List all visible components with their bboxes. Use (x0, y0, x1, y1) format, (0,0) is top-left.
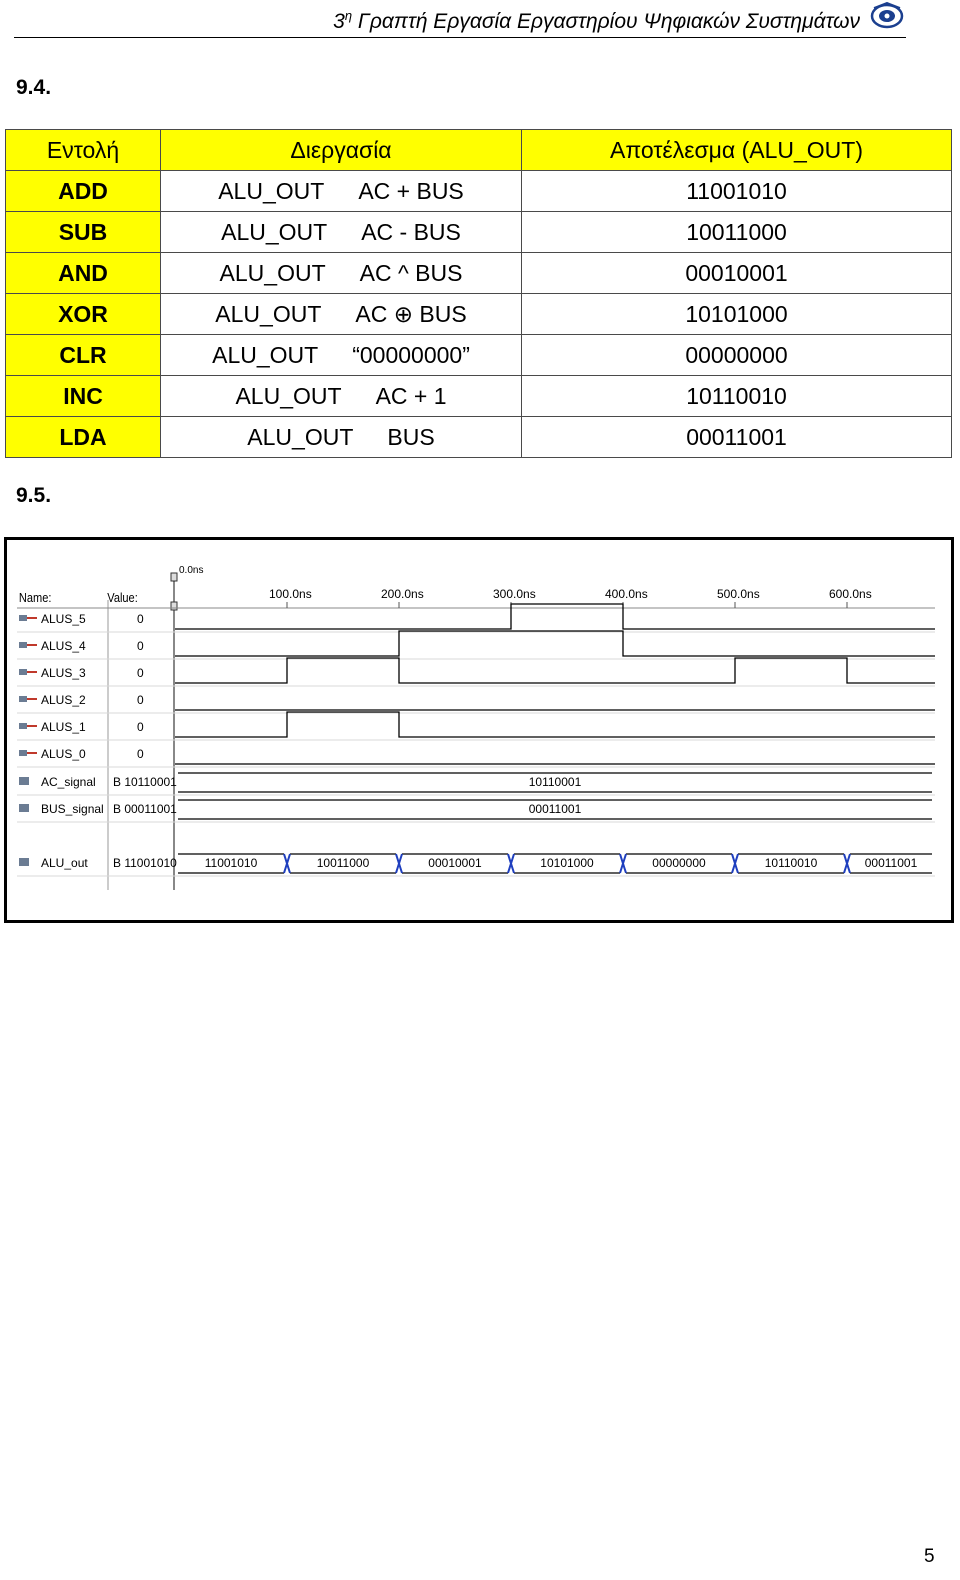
table-row (6, 212, 952, 253)
result-cell: 00011001 (522, 417, 952, 458)
bus-transition-mark (732, 854, 738, 873)
header-result: Αποτέλεσμα (ALU_OUT) (522, 130, 952, 171)
table-row (6, 294, 952, 335)
operation-target: ALU_OUT (221, 218, 328, 245)
table-row (6, 376, 952, 417)
result-cell: 10101000 (522, 294, 952, 335)
operation-cell (161, 417, 522, 458)
operation-cell (161, 376, 522, 417)
result-cell: 10011000 (522, 212, 952, 253)
bus-segment-value: 10011000 (316, 856, 370, 870)
header-command: Εντολή (6, 130, 161, 171)
signal-name: ALUS_2 (41, 693, 86, 707)
bus-transition-mark (508, 854, 514, 873)
command-cell: INC (6, 376, 161, 417)
command-cell: ADD (6, 171, 161, 212)
header-title-number: 3 (333, 10, 345, 33)
signal-input-icon (19, 669, 27, 675)
waveform-simulation-panel (4, 537, 954, 923)
command-cell: LDA (6, 417, 161, 458)
time-tick-label: 400.0ns (605, 587, 648, 601)
result-cell: 10110010 (522, 376, 952, 417)
bus-segment-value: 10110001 (528, 775, 582, 789)
bus-segment-value: 00010001 (428, 856, 482, 870)
signal-input-icon (19, 642, 27, 648)
signal-name: ALUS_5 (41, 612, 86, 626)
bus-signal-icon (19, 858, 29, 866)
operation-target: ALU_OUT (212, 341, 319, 368)
cursor-handle-bottom (171, 602, 177, 610)
operation-expression: AC + BUS (358, 177, 464, 204)
signal-value: 0 (137, 612, 144, 626)
operation-cell (161, 294, 522, 335)
signal-value: 0 (137, 693, 144, 707)
operation-target: ALU_OUT (219, 259, 326, 286)
header-operation: Διεργασία (161, 130, 522, 171)
document-header-title (300, 8, 860, 34)
signal-value: B 10110001 (113, 775, 177, 789)
bus-transition-mark (284, 854, 290, 873)
operation-target: ALU_OUT (247, 423, 354, 450)
university-logo-icon (870, 2, 904, 30)
header-rule (14, 37, 906, 38)
table-row (6, 417, 952, 458)
command-cell: CLR (6, 335, 161, 376)
signal-name: ALUS_3 (41, 666, 86, 680)
time-tick-label: 500.0ns (717, 587, 760, 601)
value-column-header: Value: (107, 590, 138, 606)
operation-cell (161, 212, 522, 253)
operation-expression: BUS (387, 423, 435, 450)
operation-target: ALU_OUT (215, 300, 322, 327)
operation-target: ALU_OUT (235, 382, 342, 409)
bus-segment-value: 00000000 (652, 856, 706, 870)
signal-input-icon (19, 723, 27, 729)
table-row (6, 335, 952, 376)
command-cell: SUB (6, 212, 161, 253)
bus-segment-value: 00011001 (864, 856, 918, 870)
bit-waveform (175, 658, 935, 683)
bus-transition-mark (844, 854, 850, 873)
bus-transition-mark (620, 854, 626, 873)
bus-signal-icon (19, 804, 29, 812)
section-heading-9-5: 9.5. (16, 484, 52, 507)
signal-value: B 11001010 (113, 856, 177, 870)
header-title-sup: η (344, 8, 353, 23)
table-row (6, 253, 952, 294)
cursor-handle-top (171, 573, 177, 581)
bus-segment-value: 10101000 (540, 856, 594, 870)
bus-segment-value: 00011001 (528, 802, 582, 816)
result-cell: 11001010 (522, 171, 952, 212)
bus-signal-icon (19, 777, 29, 785)
signal-input-icon (19, 615, 27, 621)
cursor-time-label: 0.0ns (179, 565, 204, 576)
signal-value: 0 (137, 720, 144, 734)
operation-cell (161, 335, 522, 376)
table-header-row (6, 130, 952, 171)
operation-expression: AC ⊕ BUS (355, 300, 467, 327)
signal-name: ALUS_0 (41, 747, 86, 761)
operation-expression: AC + 1 (375, 382, 447, 409)
signal-value: 0 (137, 666, 144, 680)
time-tick-label: 200.0ns (381, 587, 424, 601)
alu-operations-table (5, 129, 952, 458)
page-number: 5 (924, 1546, 935, 1567)
operation-expression: “00000000” (352, 341, 470, 368)
time-tick-label: 600.0ns (829, 587, 872, 601)
time-tick-label: 300.0ns (493, 587, 536, 601)
bus-transition-mark (396, 854, 402, 873)
signal-name: AC_signal (41, 775, 96, 789)
signal-input-icon (19, 750, 27, 756)
signal-name: ALU_out (41, 856, 88, 870)
time-tick-label: 100.0ns (269, 587, 312, 601)
command-cell: AND (6, 253, 161, 294)
section-heading-9-4: 9.4. (16, 76, 52, 99)
table-row (6, 171, 952, 212)
waveform-display (7, 540, 951, 920)
operation-cell (161, 253, 522, 294)
command-cell: XOR (6, 294, 161, 335)
bit-waveform (175, 631, 935, 656)
operation-cell (161, 171, 522, 212)
signal-name: BUS_signal (41, 802, 104, 816)
operation-target: ALU_OUT (218, 177, 325, 204)
signal-name: ALUS_4 (41, 639, 86, 653)
bit-waveform (175, 712, 935, 737)
signal-value: B 00011001 (113, 802, 177, 816)
result-cell: 00000000 (522, 335, 952, 376)
operation-expression: AC - BUS (361, 218, 461, 245)
signal-name: ALUS_1 (41, 720, 86, 734)
signal-value: 0 (137, 639, 144, 653)
result-cell: 00010001 (522, 253, 952, 294)
bus-segment-value: 10110010 (764, 856, 818, 870)
signal-input-icon (19, 696, 27, 702)
signal-value: 0 (137, 747, 144, 761)
operation-expression: AC ^ BUS (359, 259, 463, 286)
header-title-text: Γραπτή Εργασία Εργαστηρίου Ψηφιακών Συστημάτων (352, 10, 860, 33)
name-column-header: Name: (18, 590, 52, 606)
bus-segment-value: 11001010 (204, 856, 258, 870)
